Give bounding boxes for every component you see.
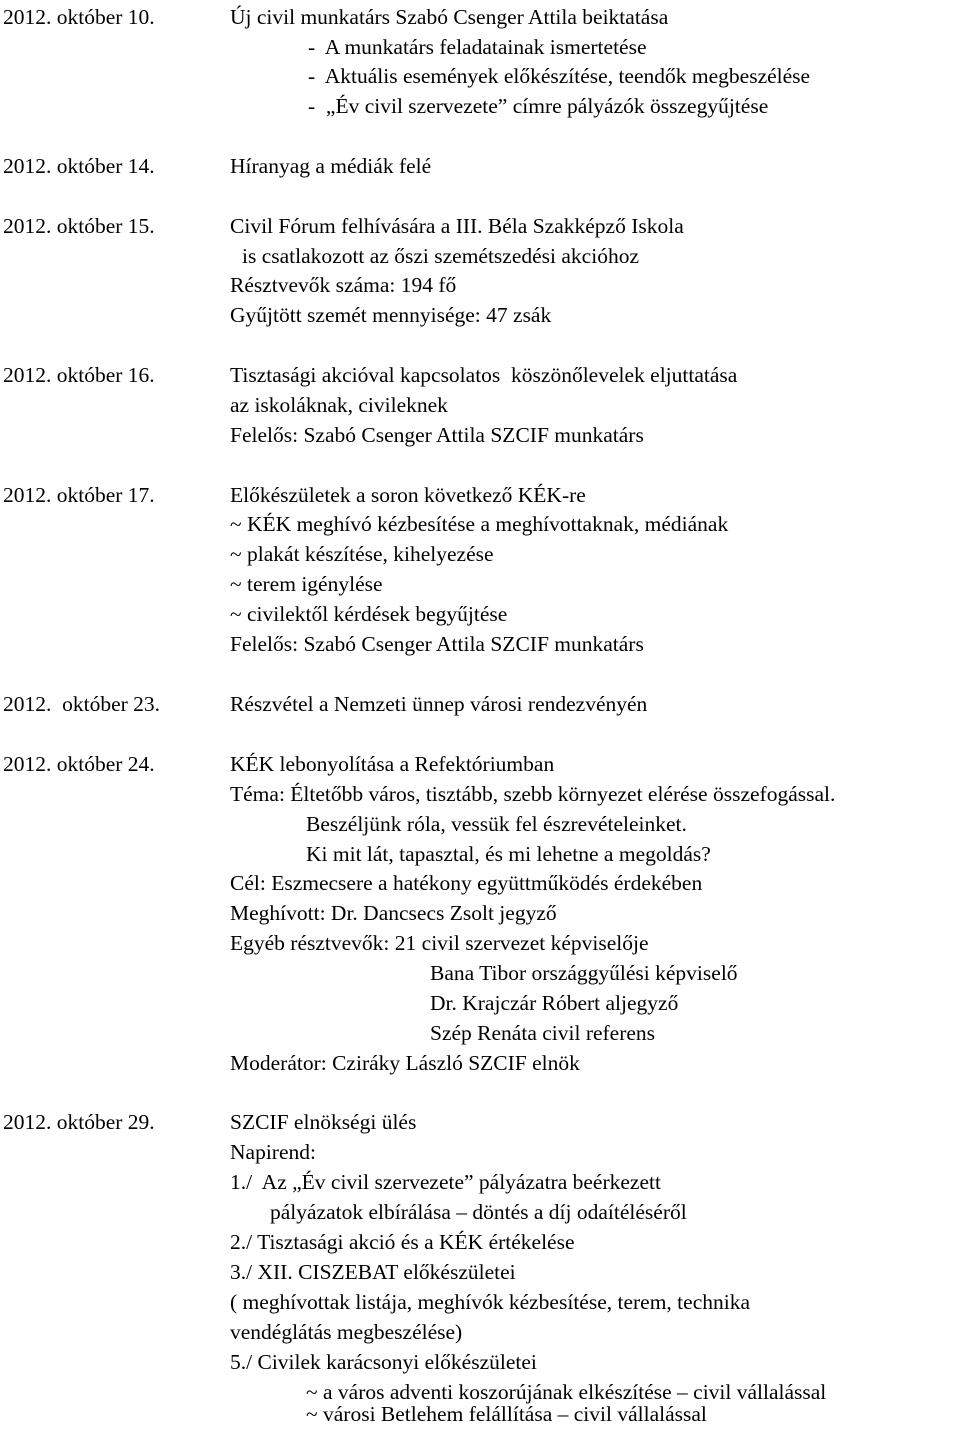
entry-text: - A munkatárs feladatainak ismertetése xyxy=(308,35,647,59)
entry-text: ( meghívottak listája, meghívók kézbesítése, terem, technika xyxy=(230,1290,751,1314)
entry-text: az iskoláknak, civileknek xyxy=(230,393,448,417)
entry-text: Felelős: Szabó Csenger Attila SZCIF munkatárs xyxy=(230,632,644,656)
entry-text: is csatlakozott az őszi szemétszedési akcióhoz xyxy=(242,244,639,268)
entry-text: Téma: Éltetőbb város, tisztább, szebb környezet elérése összefogással. xyxy=(230,782,836,806)
entry-date: 2012. október 29. xyxy=(3,1110,155,1134)
entry-text: ~ városi Betlehem felállítása – civil vállalással xyxy=(306,1402,707,1426)
entry-text: ~ a város adventi koszorújának elkészítése – civil vállalással xyxy=(306,1380,827,1404)
entry-text: Ki mit lát, tapasztal, és mi lehetne a megoldás? xyxy=(306,842,711,866)
entry-text: 3./ XII. CISZEBAT előkészületei xyxy=(230,1260,516,1284)
entry-text: - Aktuális események előkészítése, teendők megbeszélése xyxy=(308,64,811,88)
entry-text: pályázatok elbírálása – döntés a díj odaítéléséről xyxy=(270,1200,687,1224)
entry-text: ~ civilektől kérdések begyűjtése xyxy=(230,602,508,626)
entry-text: Részvétel a Nemzeti ünnep városi rendezvényén xyxy=(230,692,648,716)
entry-date: 2012. október 14. xyxy=(3,154,155,178)
entry-text: Gyűjtött szemét mennyisége: 47 zsák xyxy=(230,303,552,327)
entry-text: Cél: Eszmecsere a hatékony együttműködés érdekében xyxy=(230,871,703,895)
entry-text: Felelős: Szabó Csenger Attila SZCIF munkatárs xyxy=(230,423,644,447)
entry-date: 2012. október 17. xyxy=(3,483,155,507)
entry-date: 2012. október 10. xyxy=(3,5,155,29)
entry-date: 2012. október 15. xyxy=(3,214,155,238)
entry-text: Beszéljünk róla, vessük fel észrevételeinket. xyxy=(306,812,687,836)
entry-text: Tisztasági akcióval kapcsolatos köszönőlevelek eljuttatása xyxy=(230,363,738,387)
entry-text: SZCIF elnökségi ülés xyxy=(230,1110,417,1134)
entry-text: - „Év civil szervezete” címre pályázók összegyűjtése xyxy=(308,94,769,118)
entry-text: KÉK lebonyolítása a Refektóriumban xyxy=(230,752,555,776)
entry-text: vendéglátás megbeszélése) xyxy=(230,1320,463,1344)
entry-text: Dr. Krajczár Róbert aljegyző xyxy=(430,991,679,1015)
entry-date: 2012. október 16. xyxy=(3,363,155,387)
entry-date: 2012. október 23. xyxy=(3,692,161,716)
entry-text: 5./ Civilek karácsonyi előkészületei xyxy=(230,1350,537,1374)
entry-text: Előkészületek a soron következő KÉK-re xyxy=(230,483,586,507)
entry-text: Egyéb résztvevők: 21 civil szervezet képviselője xyxy=(230,931,649,955)
entry-text: Moderátor: Cziráky László SZCIF elnök xyxy=(230,1051,580,1075)
entry-text: 2./ Tisztasági akció és a KÉK értékelése xyxy=(230,1230,575,1254)
entry-text: Új civil munkatárs Szabó Csenger Attila beiktatása xyxy=(230,5,669,29)
entry-text: ~ plakát készítése, kihelyezése xyxy=(230,542,494,566)
entry-text: ~ KÉK meghívó kézbesítése a meghívottaknak, médiának xyxy=(230,512,729,536)
entry-text: Híranyag a médiák felé xyxy=(230,154,432,178)
entry-text: Résztvevők száma: 194 fő xyxy=(230,273,457,297)
entry-text: Bana Tibor országgyűlési képviselő xyxy=(430,961,738,985)
entry-text: Napirend: xyxy=(230,1140,316,1164)
entry-text: Civil Fórum felhívására a III. Béla Szakképző Iskola xyxy=(230,214,684,238)
entry-date: 2012. október 24. xyxy=(3,752,155,776)
entry-text: 1./ Az „Év civil szervezete” pályázatra beérkezett xyxy=(230,1170,661,1194)
entry-text: Meghívott: Dr. Dancsecs Zsolt jegyző xyxy=(230,901,557,925)
entry-text: ~ terem igénylése xyxy=(230,572,383,596)
entry-text: Szép Renáta civil referens xyxy=(430,1021,656,1045)
